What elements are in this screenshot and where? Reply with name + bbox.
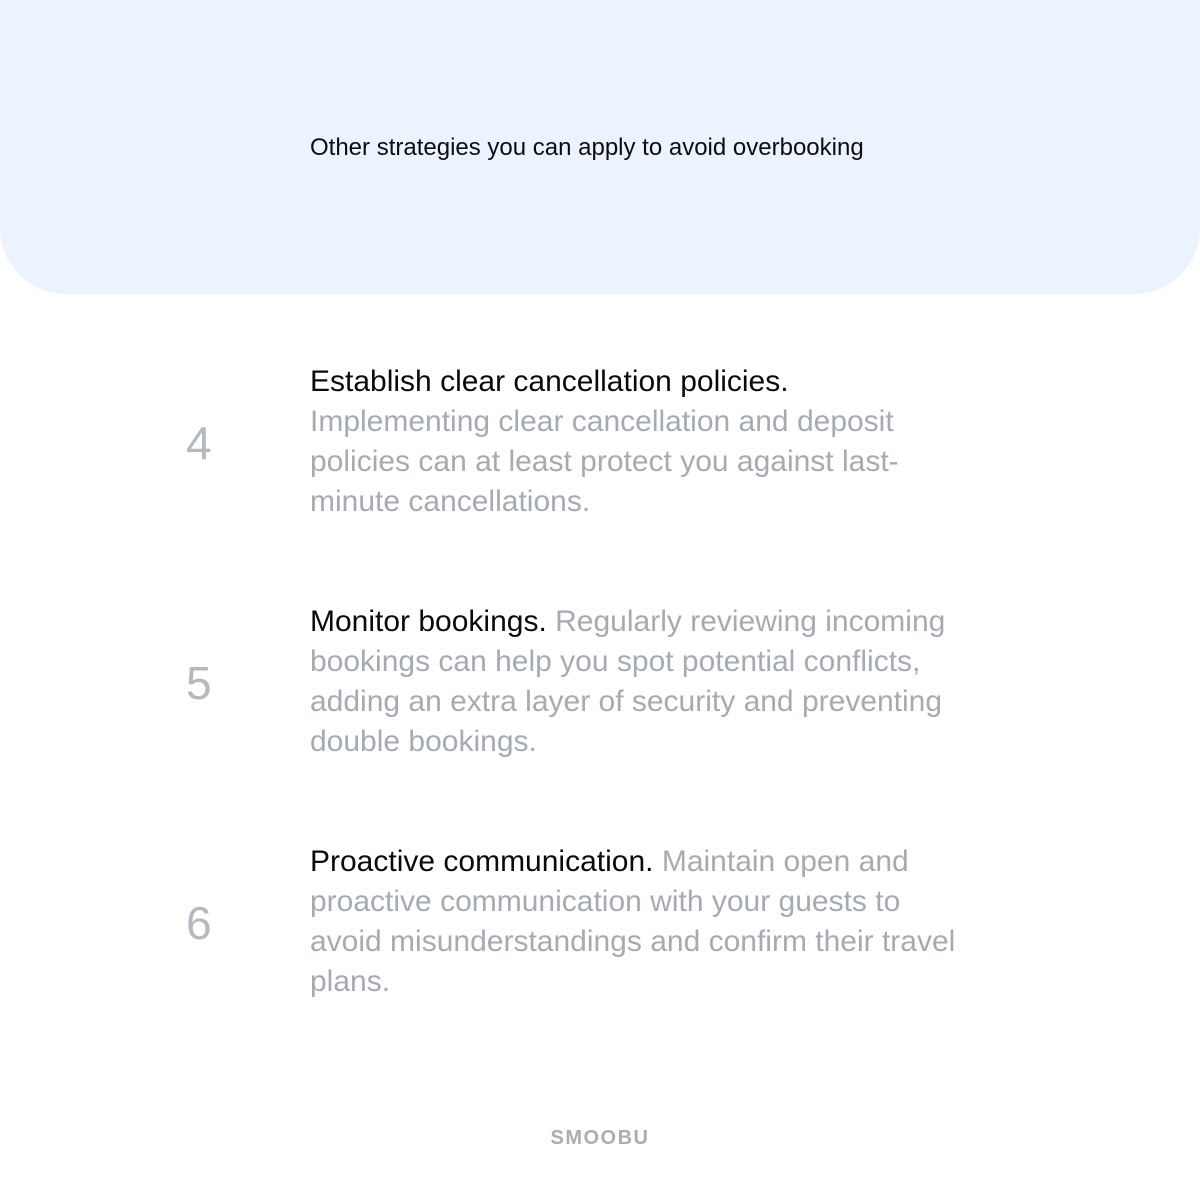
strategy-title: Establish clear cancellation policies. [310, 365, 789, 398]
strategy-description: Maintain open and proactive communication with your guests to avoid misunderstandings and confirm their travel plans. [310, 845, 956, 998]
header-band [0, 0, 1200, 294]
strategy-number: 4 [186, 417, 212, 469]
strategy-number: 5 [186, 657, 212, 709]
strategy-title: Monitor bookings. [310, 605, 547, 638]
strategy-text [310, 602, 960, 762]
strategy-title: Proactive communication. [310, 845, 654, 878]
strategy-description: Regularly reviewing incoming bookings can help you spot potential conflicts, adding an extra layer of security and preventing double bookings. [310, 605, 946, 758]
strategy-text [310, 842, 960, 1002]
strategy-number: 6 [186, 897, 212, 949]
brand-logo: SMOOBU [550, 1127, 650, 1149]
strategy-description: Implementing clear cancellation and deposit policies can at least protect you against last-minute cancellations. [310, 405, 899, 518]
strategy-text [310, 362, 960, 522]
page-title: Other strategies you can apply to avoid overbooking [310, 134, 864, 161]
